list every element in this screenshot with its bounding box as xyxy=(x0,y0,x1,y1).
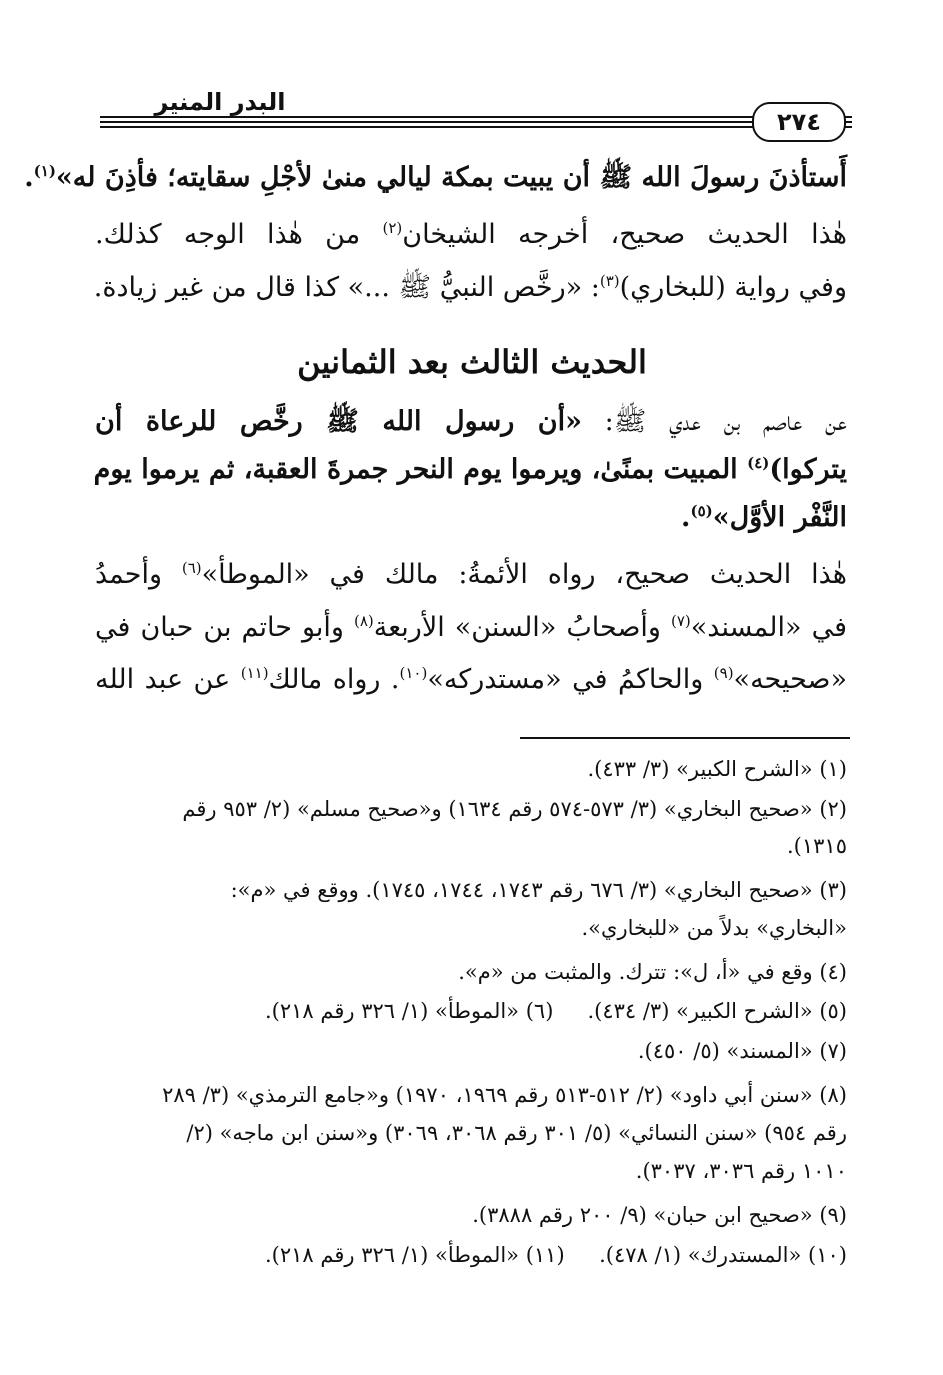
text-span: النَّفْر الأوَّل» xyxy=(712,502,847,533)
text-span: وفي رواية (للبخاري) xyxy=(619,272,847,303)
text-span: . xyxy=(681,502,691,533)
footnote-11: (١١) «الموطأ» (١/ ٣٢٦ رقم ٢١٨). xyxy=(265,1243,565,1267)
text-span: : «رخَّص النبيُّ ﷺ ...» كذا قال من غير زيادة. xyxy=(93,272,600,303)
footnote-ref: (١٠) xyxy=(399,664,428,682)
footnote-ref: (٧) xyxy=(670,612,691,630)
footnote-2-cont: ١٣١٥). xyxy=(787,834,847,858)
body-line-3 xyxy=(95,268,847,308)
text-span: «أن رسول الله ﷺ رخَّص للرعاة أن xyxy=(95,406,582,437)
footnote-separator xyxy=(520,737,850,739)
body-line-5 xyxy=(95,450,847,490)
page-number: ٢٧٤ xyxy=(752,102,846,142)
text-span: أَستأذنَ رسولَ الله ﷺ أن يبيت بمكة ليالي منىٰ لأجْلِ سقايته؛ فأذِنَ له» xyxy=(55,162,847,193)
footnote-8: (٨) «سنن أبي داود» (٢/ ٥١٢-٥١٣ رقم ١٩٦٩، ١٩٧٠) و«جامع الترمذي» (٣/ ٢٨٩ xyxy=(162,1083,847,1107)
text-span: . xyxy=(24,162,34,193)
footnote-row-10-11 xyxy=(95,1238,847,1272)
footnote-4: (٤) وقع في «أ، ل»: تترك. والمثبت من «م». xyxy=(458,960,847,984)
header-rule xyxy=(100,126,852,128)
text-span: . رواه مالك xyxy=(268,664,400,695)
footnote-ref: (٦) xyxy=(181,559,202,577)
footnote-1: (١) «الشرح الكبير» (٣/ ٤٣٣). xyxy=(587,757,847,781)
text-span: والحاكمُ في «مستدركه» xyxy=(427,664,714,695)
header-rule xyxy=(100,121,852,123)
body-line-9 xyxy=(95,660,847,700)
footnote-5: (٥) «الشرح الكبير» (٣/ ٤٣٤). xyxy=(587,999,847,1023)
footnote-ref: (٢) xyxy=(382,219,403,237)
footnote-ref: (١) xyxy=(33,162,56,180)
text-span: وأحمدُ xyxy=(95,559,182,590)
body-line-4 xyxy=(95,402,847,442)
body-line-8 xyxy=(95,608,847,648)
footnote-9: (٩) «صحيح ابن حبان» (٩/ ٢٠٠ رقم ٣٨٨٨). xyxy=(472,1203,847,1227)
text-span: عن عاصم بن عدي ﷺ: xyxy=(581,406,847,437)
footnote-6: (٦) «الموطأ» (١/ ٣٢٦ رقم ٢١٨). xyxy=(265,999,554,1023)
footnote-10: (١٠) «المستدرك» (١/ ٤٧٨). xyxy=(599,1243,847,1267)
footnote-ref: (٣) xyxy=(599,272,620,290)
text-span: من هٰذا الوجه كذلك. xyxy=(95,219,383,250)
footnote-ref: (١١) xyxy=(240,664,269,682)
text-span: وأصحابُ «السنن» الأربعة xyxy=(373,612,671,643)
text-span: هٰذا الحديث صحيح، رواه الأئمةُ: مالك في «الموطأ» xyxy=(201,559,847,590)
footnote-8-cont: رقم ٩٥٤) «سنن النسائي» (٥/ ٣٠١ رقم ٣٠٦٨، ٣٠٦٩) و«سنن ابن ماجه» (٢/ xyxy=(186,1121,847,1145)
text-span: المبيت بمنًىٰ، ويرموا يوم النحر جمرةَ العقبة، ثم يرموا يوم xyxy=(93,454,748,485)
header-rule xyxy=(100,116,852,118)
body-line-7 xyxy=(95,555,847,595)
text-span: عن عبد الله xyxy=(95,664,241,695)
footnote-ref: (٩) xyxy=(713,664,734,682)
text-span: في «المسند» xyxy=(690,612,847,643)
footnote-ref: (٥) xyxy=(690,502,713,520)
body-line-1 xyxy=(24,158,847,198)
footnote-7: (٧) «المسند» (٥/ ٤٥٠). xyxy=(637,1039,847,1063)
text-span: يتركوا) xyxy=(769,454,847,485)
running-header-title: البدر المنير xyxy=(154,88,286,116)
footnote-8-cont2: ١٠١٠ رقم ٣٠٣٦، ٣٠٣٧). xyxy=(635,1159,847,1183)
footnote-row-5-6 xyxy=(95,994,847,1028)
footnote-ref: (٤) xyxy=(747,454,770,472)
footnote-2: (٢) «صحيح البخاري» (٣/ ٥٧٣-٥٧٤ رقم ١٦٣٤) و«صحيح مسلم» (٢/ ٩٥٣ رقم xyxy=(182,797,847,821)
section-heading: الحديث الثالث بعد الثمانين xyxy=(297,343,647,381)
body-line-6 xyxy=(95,498,847,538)
text-span: «صحيحه» xyxy=(733,664,847,695)
footnote-3-cont: «البخاري» بدلاً من «للبخاري». xyxy=(581,916,847,940)
footnote-ref: (٨) xyxy=(354,612,374,630)
text-span: وأبو حاتم بن حبان في xyxy=(95,612,354,643)
text-span: هٰذا الحديث صحيح، أخرجه الشيخان xyxy=(402,219,847,250)
body-line-2 xyxy=(95,215,847,255)
footnote-3: (٣) «صحيح البخاري» (٣/ ٦٧٦ رقم ١٧٤٣، ١٧٤٤، ١٧٤٥). ووقع في «م»: xyxy=(230,878,847,902)
